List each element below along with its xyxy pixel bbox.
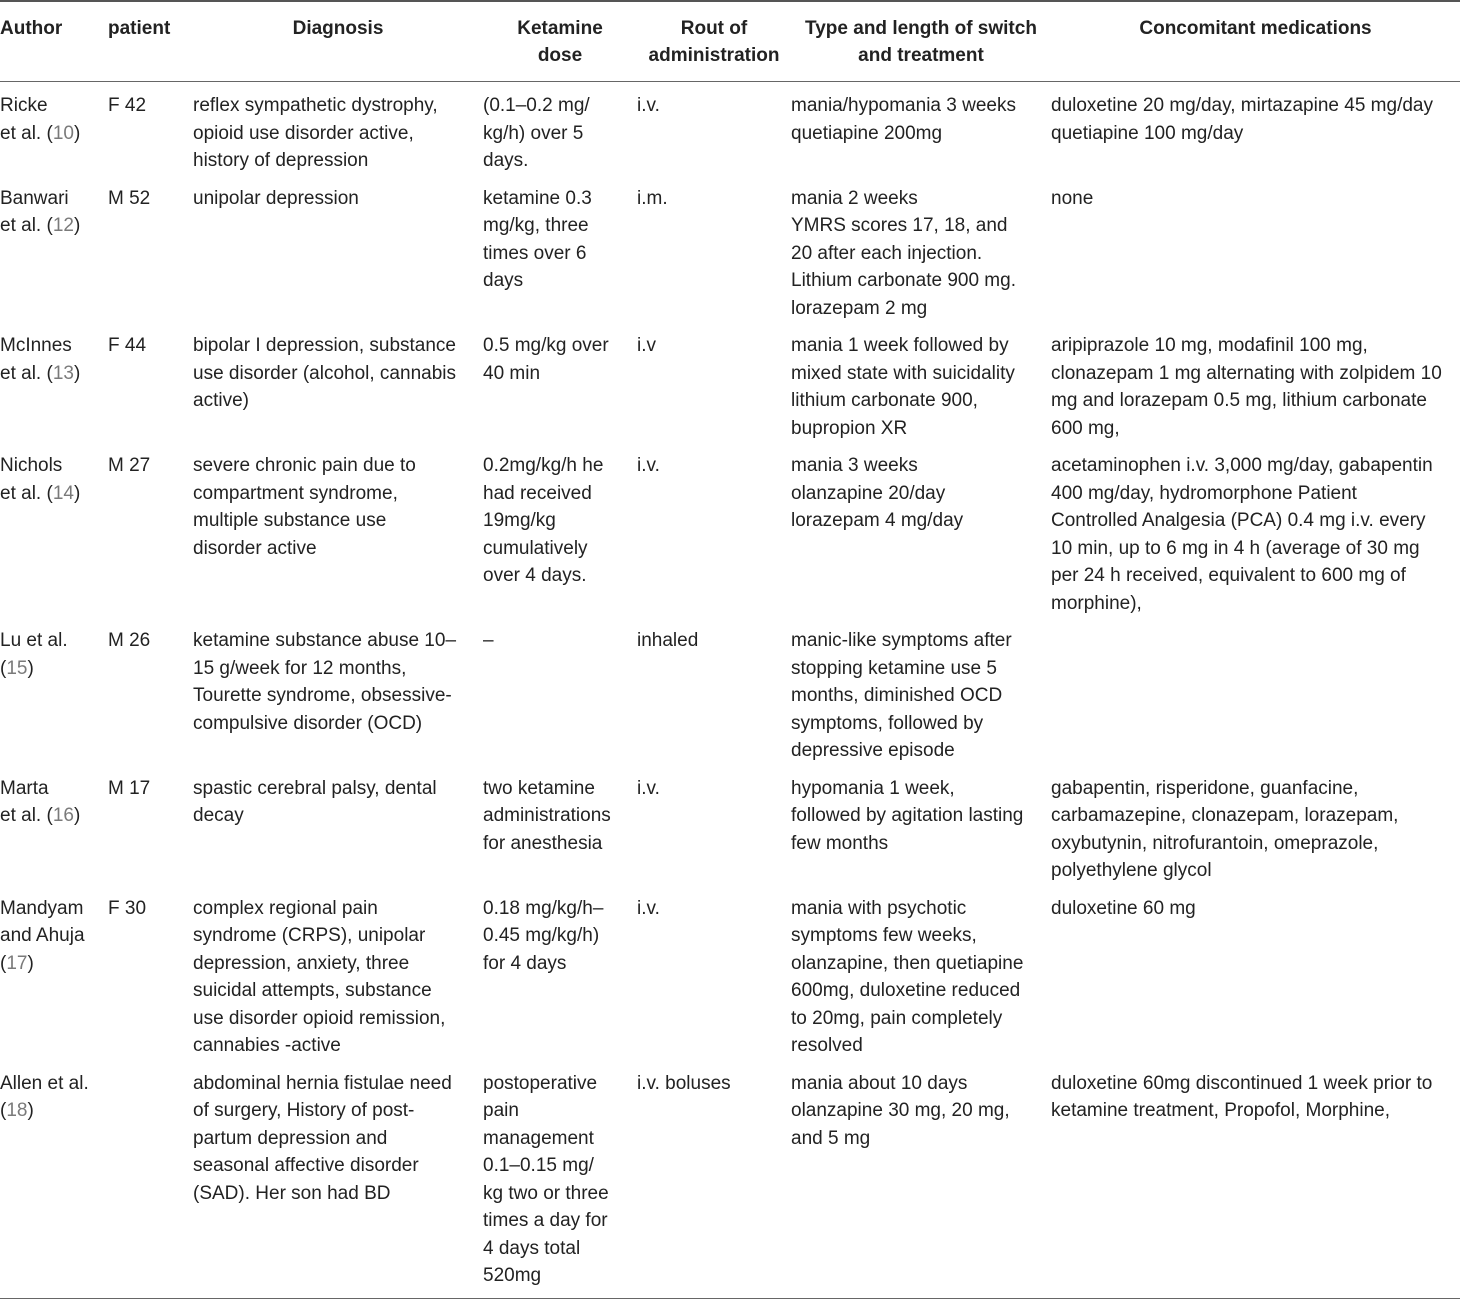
cell-author: Allen et al. (18)	[0, 1072, 89, 1121]
cell-dose: 0.18 mg/kg/h– 0.45 mg/kg/h) for 4 days	[483, 897, 604, 974]
cell-dose: 0.2mg/kg/h he had received 19mg/kg cumulatively over 4 days.	[483, 455, 604, 586]
header-diagnosis: Diagnosis	[292, 18, 384, 39]
cell-author: Mandyam and Ahuja (17)	[0, 897, 85, 974]
cell-route: i.v.	[637, 455, 660, 476]
cell-route: i.v. boluses	[637, 1072, 731, 1094]
reference-link[interactable]: 14	[52, 482, 74, 504]
table-row	[0, 1060, 1460, 1299]
header-ketamine-dose	[483, 1, 637, 82]
cell-patient: M 26	[108, 630, 151, 651]
cell-dose: (0.1–0.2 mg/ kg/h) over 5 days.	[483, 95, 590, 171]
table-row	[0, 617, 1460, 765]
cell-patient: F 42	[108, 95, 147, 116]
cell-medications: duloxetine 60mg discontinued 1 week prior to ketamine treatment, Propofol, Morphine,	[1051, 1072, 1433, 1121]
cell-medications	[1051, 617, 1460, 765]
cell-route: i.v.	[637, 897, 660, 919]
cell-medications: aripiprazole 10 mg, modafinil 100 mg, clonazepam 1 mg alternating with zolpidem 10 mg and lorazepam 0.5 mg, lithium carbonate 600 mg,	[1051, 335, 1442, 439]
cell-medications: none	[1051, 187, 1094, 209]
reference-link[interactable]: 13	[52, 362, 74, 384]
header-route	[637, 1, 791, 82]
cell-medications: acetaminophen i.v. 3,000 mg/day, gabapentin 400 mg/day, hydromorphone Patient Controlled Analgesia (PCA) 0.4 mg i.v. every 10 min, up to 6 mg in 4 h (average of 30 mg per 24 h received, equivalent to 600 mg of morphine),	[1051, 455, 1433, 614]
header-author: Author	[0, 18, 63, 39]
cell-diagnosis: reflex sympathetic dystrophy, opioid use disorder active, history of depression	[193, 95, 438, 171]
table-row	[0, 885, 1460, 1060]
cell-switch: mania about 10 days olanzapine 30 mg, 20 mg, and 5 mg	[791, 1072, 1010, 1149]
cell-switch: hypomania 1 week, followed by agitation lasting few months	[791, 777, 1024, 854]
cell-diagnosis: abdominal hernia fistulae need of surgery, History of post- partum depression and seasonal affective disorder (SAD). Her son had BD	[193, 1072, 452, 1204]
cell-diagnosis: spastic cerebral palsy, dental decay	[193, 777, 437, 826]
header-concomitant-medications: Concomitant medications	[1139, 18, 1372, 39]
cell-route: inhaled	[637, 630, 699, 651]
table-row	[0, 175, 1460, 323]
header-route-label: Rout of administration	[648, 18, 780, 66]
table-row	[0, 442, 1460, 617]
cell-patient: F 30	[108, 897, 147, 919]
cell-switch: mania/hypomania 3 weeks quetiapine 200mg	[791, 95, 1016, 144]
cell-author: Marta et al. (16)	[0, 777, 81, 826]
reference-link[interactable]: 12	[52, 215, 74, 236]
cell-switch: mania with psychotic symptoms few weeks, olanzapine, then quetiapine 600mg, duloxetine reduced to 20mg, pain completely resolved	[791, 897, 1024, 1056]
cell-switch: mania 2 weeks YMRS scores 17, 18, and 20 after each injection. Lithium carbonate 900 mg. lorazepam 2 mg	[791, 187, 1016, 319]
cell-route: i.v.	[637, 95, 660, 116]
table-row	[0, 322, 1460, 442]
cell-medications: duloxetine 20 mg/day, mirtazapine 45 mg/day quetiapine 100 mg/day	[1051, 95, 1433, 144]
cell-dose: 0.5 mg/kg over 40 min	[483, 335, 609, 384]
cell-dose: postoperative pain management 0.1–0.15 mg/ kg two or three times a day for 4 days total 520mg	[483, 1072, 609, 1286]
cell-route: i.v	[637, 335, 656, 356]
cell-author: Lu et al. (15)	[0, 630, 68, 679]
table-header	[0, 1, 1460, 82]
reference-link[interactable]: 17	[6, 952, 28, 974]
table-body	[0, 82, 1460, 1299]
cell-diagnosis: unipolar depression	[193, 187, 359, 209]
cell-patient: M 17	[108, 777, 151, 799]
reference-link[interactable]: 10	[52, 122, 74, 144]
cell-medications: duloxetine 60 mg	[1051, 897, 1196, 919]
table-row	[0, 82, 1460, 175]
cell-author: Banwari et al. (12)	[0, 187, 81, 236]
reference-link[interactable]: 16	[52, 805, 74, 826]
header-switch	[791, 1, 1051, 82]
cell-switch: manic-like symptoms after stopping ketamine use 5 months, diminished OCD symptoms, followed by depressive episode	[791, 630, 1012, 761]
cell-diagnosis: severe chronic pain due to compartment syndrome, multiple substance use disorder active	[193, 455, 416, 559]
cell-switch: mania 1 week followed by mixed state with suicidality lithium carbonate 900, bupropion XR	[791, 335, 1015, 439]
cell-patient: F 44	[108, 335, 147, 356]
reference-link[interactable]: 18	[6, 1100, 28, 1121]
cell-diagnosis: ketamine substance abuse 10– 15 g/week for 12 months, Tourette syndrome, obsessive- compulsive disorder (OCD)	[193, 630, 457, 734]
cell-patient: M 52	[108, 187, 151, 209]
header-ketamine-dose-label: Ketamine dose	[517, 18, 603, 66]
cell-author: Nichols et al. (14)	[0, 455, 81, 504]
cell-medications: gabapentin, risperidone, guanfacine, carbamazepine, clonazepam, lorazepam, oxybutynin, nitrofurantoin, omeprazole, polyethylene glycol	[1051, 777, 1399, 881]
cell-diagnosis: complex regional pain syndrome (CRPS), unipolar depression, anxiety, three suicidal attempts, substance use disorder opioid remission, cannabies -active	[193, 897, 446, 1056]
header-patient: patient	[108, 18, 171, 39]
header-switch-label: Type and length of switch and treatment	[805, 18, 1037, 66]
table-row	[0, 765, 1460, 885]
cell-dose: ketamine 0.3 mg/kg, three times over 6 days	[483, 187, 592, 291]
cell-switch: mania 3 weeks olanzapine 20/day lorazepam 4 mg/day	[791, 455, 964, 531]
reference-link[interactable]: 15	[6, 657, 28, 679]
cell-dose: two ketamine administrations for anesthesia	[483, 777, 611, 854]
cell-route: i.m.	[637, 187, 668, 209]
cell-patient	[108, 1060, 193, 1299]
cell-author: Ricke et al. (10)	[0, 95, 81, 144]
cell-patient: M 27	[108, 455, 151, 476]
cell-diagnosis: bipolar I depression, substance use disorder (alcohol, cannabis active)	[193, 335, 456, 411]
cell-author: McInnes et al. (13)	[0, 335, 81, 384]
cell-route: i.v.	[637, 777, 660, 799]
cell-dose: –	[483, 630, 494, 651]
